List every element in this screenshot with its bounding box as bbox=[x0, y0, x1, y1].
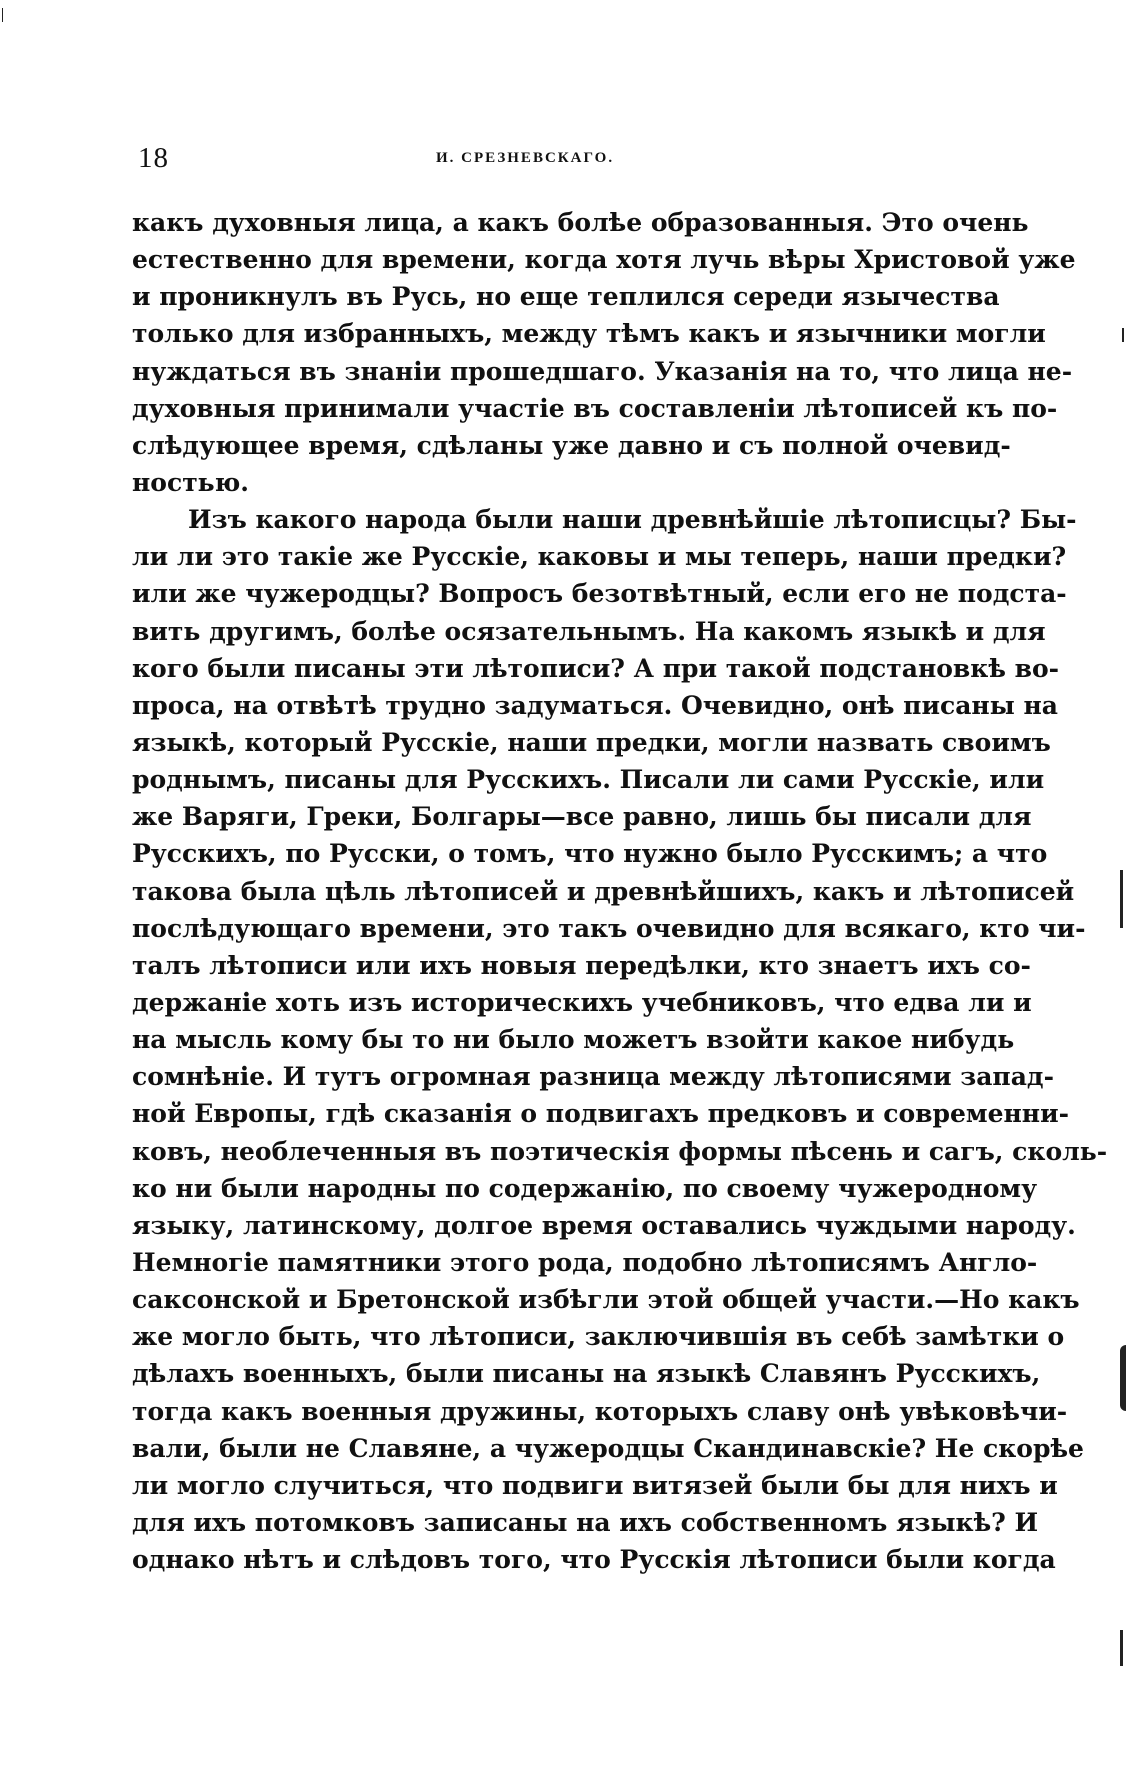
text-line: тогда какъ военныя дружины, которыхъ славу онѣ увѣковѣчи- bbox=[132, 1396, 1068, 1426]
scan-mark bbox=[1120, 870, 1123, 928]
text-line: ли ли это такіе же Русскіе, каковы и мы теперь, наши предки? bbox=[132, 542, 1067, 572]
text-line: на мысль кому бы то ни было можетъ взойти какое нибудь bbox=[132, 1025, 1015, 1055]
paragraph-2 bbox=[132, 501, 1108, 1578]
text-line: только для избранныхъ, между тѣмъ какъ и язычники могли bbox=[132, 319, 1046, 349]
text-line: Русскихъ, по Русски, о томъ, что нужно было Русскимъ; а что bbox=[132, 839, 1048, 869]
text-line: ко ни были народны по содержанію, по своему чужеродному bbox=[132, 1173, 1038, 1203]
text-line: слѣдующее время, сдѣланы уже давно и съ полной очевид- bbox=[132, 430, 1011, 460]
text-line: для ихъ потомковъ записаны на ихъ собственномъ языкѣ? И bbox=[132, 1507, 1039, 1537]
text-line: роднымъ, писаны для Русскихъ. Писали ли сами Русскіе, или bbox=[132, 765, 1045, 795]
page-number: 18 bbox=[138, 142, 169, 174]
text-line: ли могло случиться, что подвиги витязей были бы для нихъ и bbox=[132, 1470, 1058, 1500]
text-line: саксонской и Бретонской избѣгли этой общей участи.—Но какъ bbox=[132, 1285, 1080, 1315]
body-text bbox=[132, 204, 1108, 1578]
text-line: духовныя принимали участіе въ составленіи лѣтописей къ по- bbox=[132, 393, 1058, 423]
text-line: такова была цѣль лѣтописей и древнѣйшихъ, какъ и лѣтописей bbox=[132, 876, 1075, 906]
paragraph-1 bbox=[132, 204, 1076, 501]
text-line: какъ духовныя лица, а какъ болѣе образованныя. Это очень bbox=[132, 208, 1029, 237]
text-line: однако нѣтъ и слѣдовъ того, что Русскія лѣтописи были когда bbox=[132, 1545, 1056, 1575]
text-line: вали, были не Славяне, а чужеродцы Скандинавскіе? Не скорѣе bbox=[132, 1433, 1084, 1463]
text-line: кого были писаны эти лѣтописи? А при такой подстановкѣ во- bbox=[132, 653, 1060, 683]
text-line: Изъ какого народа были наши древнѣйшіе лѣтописцы? Бы- bbox=[188, 505, 1077, 535]
text-line: же могло быть, что лѣтописи, заключившія въ себѣ замѣтки о bbox=[132, 1322, 1065, 1352]
text-line: ковъ, необлеченныя въ поэтическія формы пѣсень и сагъ, сколь- bbox=[132, 1136, 1108, 1166]
text-line: талъ лѣтописи или ихъ новыя передѣлки, кто знаетъ ихъ со- bbox=[132, 950, 1031, 980]
scan-mark bbox=[2, 8, 3, 22]
text-line: нуждаться въ знаніи прошедшаго. Указанія на то, что лица не- bbox=[132, 356, 1073, 386]
running-title: И. СРЕЗНЕВСКАГО. bbox=[436, 150, 615, 166]
text-line: вить другимъ, болѣе осязательнымъ. На какомъ языкѣ и для bbox=[132, 616, 1046, 646]
text-line: дѣлахъ военныхъ, были писаны на языкѣ Славянъ Русскихъ, bbox=[132, 1359, 1041, 1389]
text-line: ностью. bbox=[132, 467, 249, 497]
text-line: языкѣ, который Русскіе, наши предки, могли назвать своимъ bbox=[132, 727, 1051, 757]
text-line: сомнѣніе. И тутъ огромная разница между лѣтописями запад- bbox=[132, 1062, 1054, 1092]
text-line: ной Европы, гдѣ сказанія о подвигахъ предковъ и современни- bbox=[132, 1099, 1070, 1129]
text-line: послѣдующаго времени, это такъ очевидно для всякаго, кто чи- bbox=[132, 913, 1086, 943]
text-line: Немногіе памятники этого рода, подобно лѣтописямъ Англо- bbox=[132, 1247, 1038, 1277]
text-line: проса, на отвѣтѣ трудно задуматься. Очевидно, онѣ писаны на bbox=[132, 690, 1058, 720]
scan-mark bbox=[1122, 328, 1124, 342]
text-line: и проникнулъ въ Русь, но еще теплился середи язычества bbox=[132, 282, 1000, 312]
scan-mark bbox=[1120, 1630, 1123, 1666]
page-header bbox=[138, 142, 998, 182]
text-line: держаніе хоть изъ историческихъ учебниковъ, что едва ли и bbox=[132, 987, 1032, 1017]
scan-mark bbox=[1120, 1345, 1126, 1411]
text-line: или же чужеродцы? Вопросъ безотвѣтный, если его не подста- bbox=[132, 579, 1067, 609]
text-line: естественно для времени, когда хотя лучь вѣры Христовой уже bbox=[132, 245, 1076, 275]
text-line: языку, латинскому, долгое время оставались чуждыми народу. bbox=[132, 1210, 1076, 1240]
text-line: же Варяги, Греки, Болгары—все равно, лишь бы писали для bbox=[132, 802, 1032, 832]
